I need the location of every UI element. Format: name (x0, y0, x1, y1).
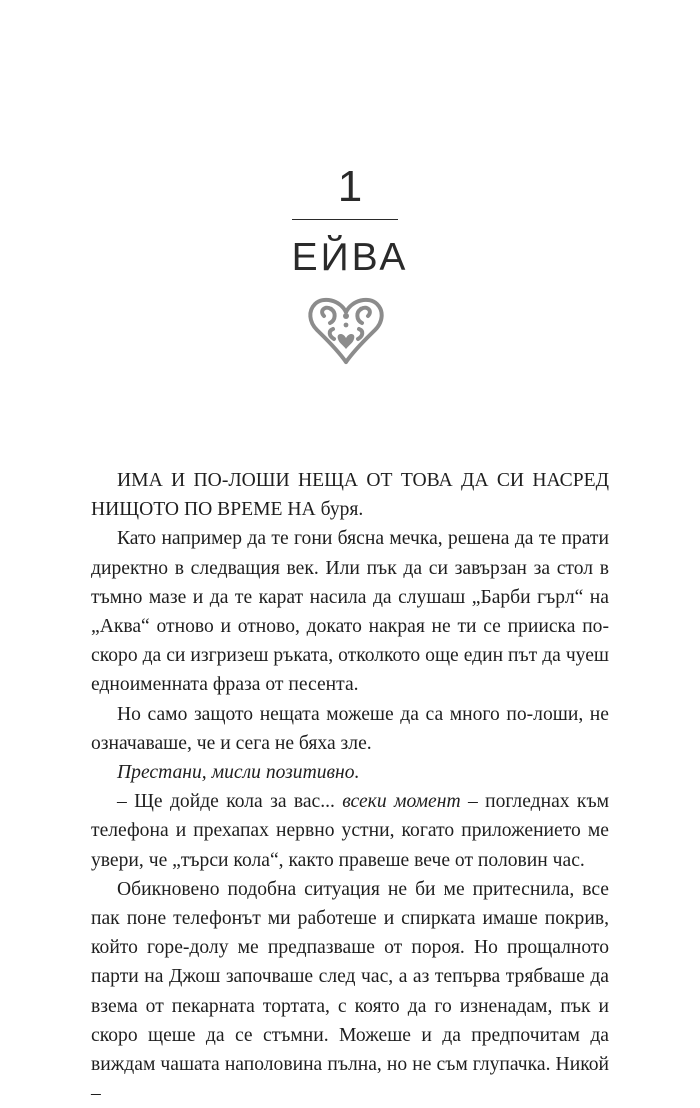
chapter-title: ЕЙВА (291, 236, 409, 279)
heart-flourish-ornament-icon (307, 292, 385, 368)
dialogue-after: – погледнах към телефона и прехапах нервно устни, когато приложението ме увери, че „търси кола“, както правеше вече от половин час. (91, 791, 609, 871)
paragraph-5 (91, 787, 609, 875)
paragraph-1: ИМА И ПО-ЛОШИ НЕЩА ОТ ТОВА ДА СИ НАСРЕД НИЩОТО ПО ВРЕМЕ НА буря. (91, 470, 609, 521)
paragraph-3: Но само защото нещата можеше да са много по-лоши, не означаваше, че и сега не бяха зле. (91, 703, 609, 754)
paragraph-2: Като например да те гони бясна мечка, решена да те прати директно в следващия век. Или пък да си завързан за стол в тъмно мазе и да те карат насила да слушаш „Барби гърл“ на „Аква“ отново и отново, докато накрая не ти се прииска по-скоро да си изгризеш ръката, отколкото още един път да чуеш едноименната фраза от песента. (91, 528, 609, 696)
chapter-text (91, 466, 609, 1108)
italic-thought: Престани, мисли позитивно. (117, 762, 360, 784)
chapter-number: 1 (337, 162, 363, 211)
chapter-divider (292, 219, 398, 220)
paragraph-6: Обикновено подобна ситуация не би ме притеснила, все пак поне телефонът ми работеше и спирката имаше покрив, който горе-долу ме предпазваше от пороя. Но прощалното парти на Джош започваше след час, а аз тепърва трябваше да взема от пекарната тортата, с която да го изненадам, пък и скоро щеше да се стъмни. Можеше и да предпочитам да виждам чашата наполовина пълна, но не съм глупачка. Никой – (91, 878, 609, 1105)
dialogue-italic: всеки момент (342, 791, 461, 813)
dialogue-before: – Ще дойде кола за вас... (117, 791, 335, 813)
paragraph-4 (91, 758, 609, 787)
